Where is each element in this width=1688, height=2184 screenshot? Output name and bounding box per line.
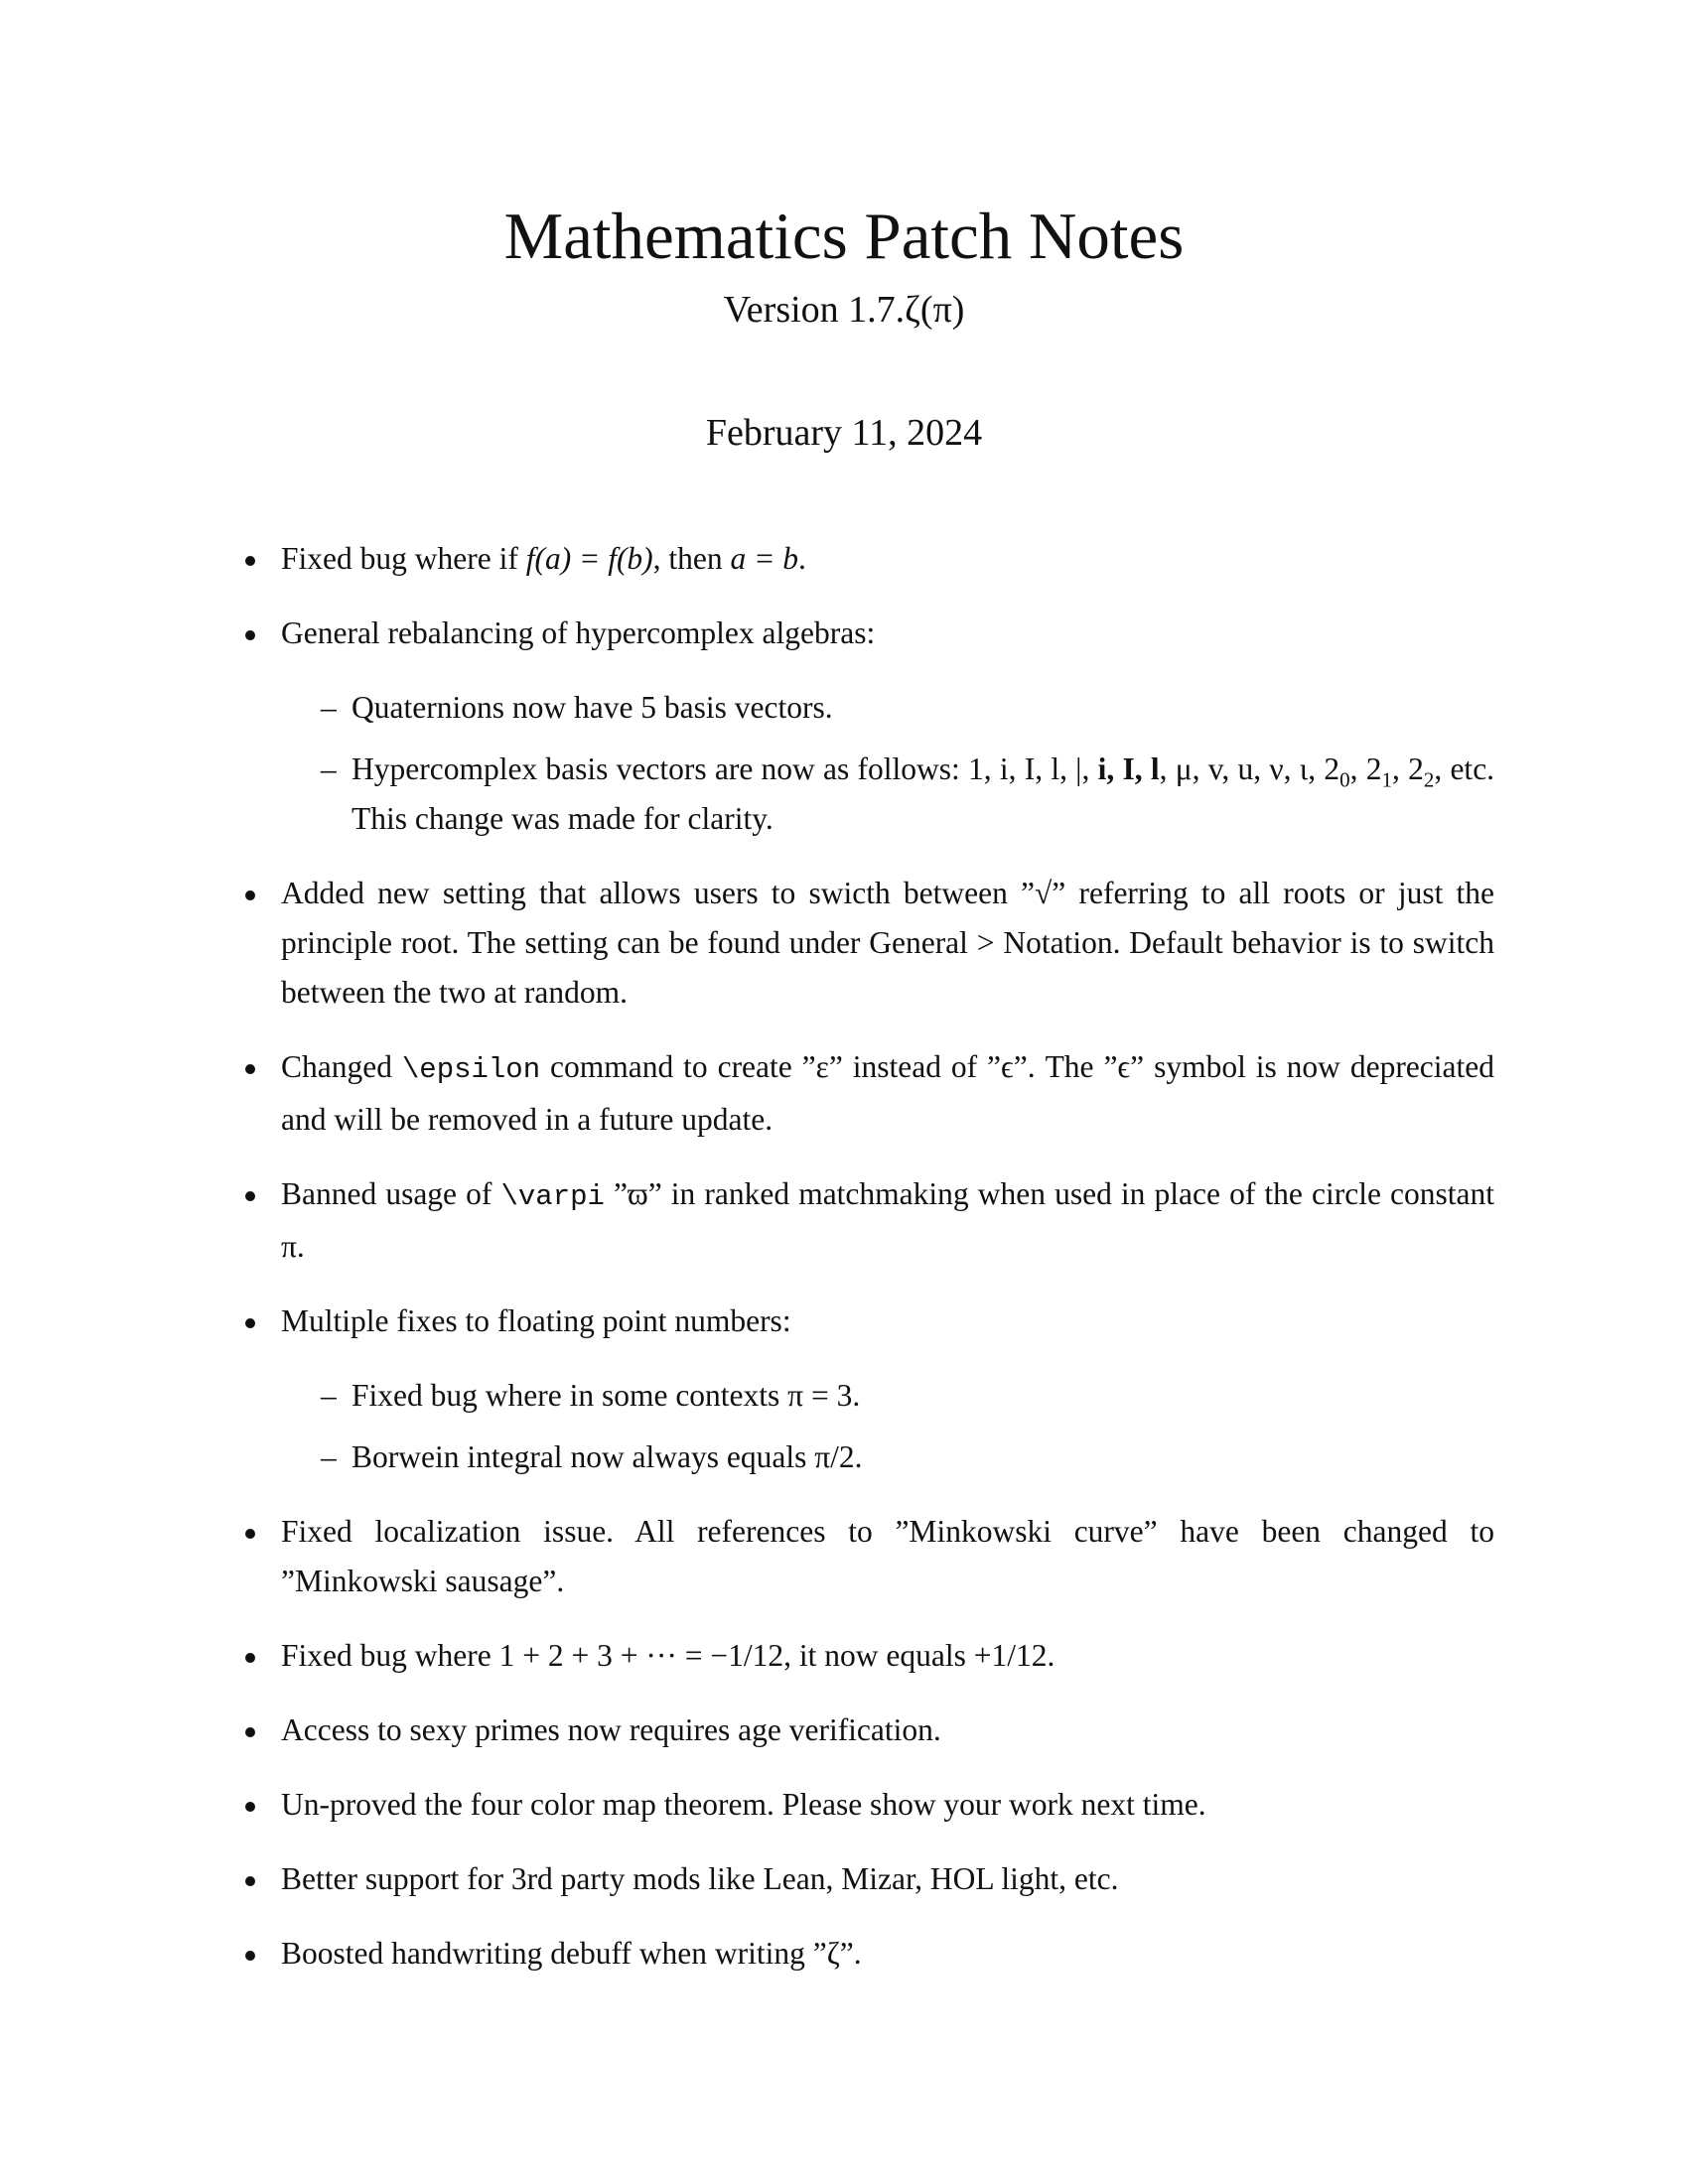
subscript: 0 [1339, 767, 1350, 792]
note-item-8: Fixed bug where 1 + 2 + 3 + ··· = −1/12, it now equals +1/12. [233, 1631, 1494, 1681]
note-item-10: Un-proved the four color map theorem. Please show your work next time. [233, 1780, 1494, 1830]
note-item-5 [233, 1169, 1494, 1272]
patch-notes-list [233, 534, 1494, 2003]
note-item-2 [233, 609, 1494, 844]
note-text: . [798, 541, 806, 576]
note-item-7: Fixed localization issue. All references to ”Minkowski curve” have been changed to ”Minkowski sausage”. [233, 1507, 1494, 1606]
page-title: Mathematics Patch Notes [503, 200, 1185, 273]
note-item-11: Better support for 3rd party mods like Lean, Mizar, HOL light, etc. [233, 1854, 1494, 1904]
release-date: February 11, 2024 [705, 412, 983, 454]
math-expression: f(a) = f(b) [525, 541, 653, 576]
subnote-basis-vectors [281, 745, 1494, 844]
version-subtitle: Version 1.7.ζ(π) [723, 289, 965, 331]
sublist-floating-point [281, 1371, 1494, 1482]
note-text: General rebalancing of hypercomplex algebras: [281, 615, 876, 650]
note-item-12: Boosted handwriting debuff when writing ”ζ”. [233, 1929, 1494, 1979]
note-text: Multiple fixes to floating point numbers: [281, 1303, 791, 1338]
note-text: ”ϖ” in ranked matchmaking when used in place of the circle constant π. [281, 1176, 1494, 1264]
note-item-6 [233, 1297, 1494, 1482]
subnote-text: , etc. This change was made for clarity. [352, 751, 1495, 836]
note-text: , then [652, 541, 731, 576]
latex-command: \varpi [500, 1180, 605, 1213]
subnote-text: , 2 [1391, 751, 1424, 786]
note-text: command to create ”ε” instead of ”ϵ”. The ”ϵ” symbol is now depreciated and will be removed in a future update. [281, 1049, 1494, 1137]
subnote-bold-symbols: i, I, l [1097, 751, 1160, 786]
note-text: Changed [281, 1049, 402, 1084]
note-item-9: Access to sexy primes now requires age verification. [233, 1706, 1494, 1755]
note-item-1 [233, 534, 1494, 584]
subnote-quaternions: – Quaternions now have 5 basis vectors. [281, 683, 1494, 733]
note-item-3: Added new setting that allows users to swicth between ”√” referring to all roots or just the principle root. The setting can be found under General > Notation. Default behavior is to switch between the two at random. [233, 869, 1494, 1018]
subnote-borwein: – Borwein integral now always equals π/2. [281, 1433, 1494, 1482]
sublist-hypercomplex [281, 683, 1494, 844]
subnote-text: , μ, v, u, ν, ι, 2 [1159, 751, 1340, 786]
note-text: Banned usage of [281, 1176, 501, 1211]
math-expression: a = b [730, 541, 799, 576]
subnote-text: , 2 [1349, 751, 1382, 786]
note-item-4 [233, 1042, 1494, 1145]
subscript: 2 [1423, 767, 1435, 792]
subnote-pi-equals-3: – Fixed bug where in some contexts π = 3. [281, 1371, 1494, 1421]
latex-command: \epsilon [401, 1053, 541, 1086]
subnote-text: Hypercomplex basis vectors are now as follows: 1, i, I, l, |, [352, 751, 1098, 786]
note-text: Fixed bug where if [281, 541, 526, 576]
subscript: 1 [1381, 767, 1392, 792]
